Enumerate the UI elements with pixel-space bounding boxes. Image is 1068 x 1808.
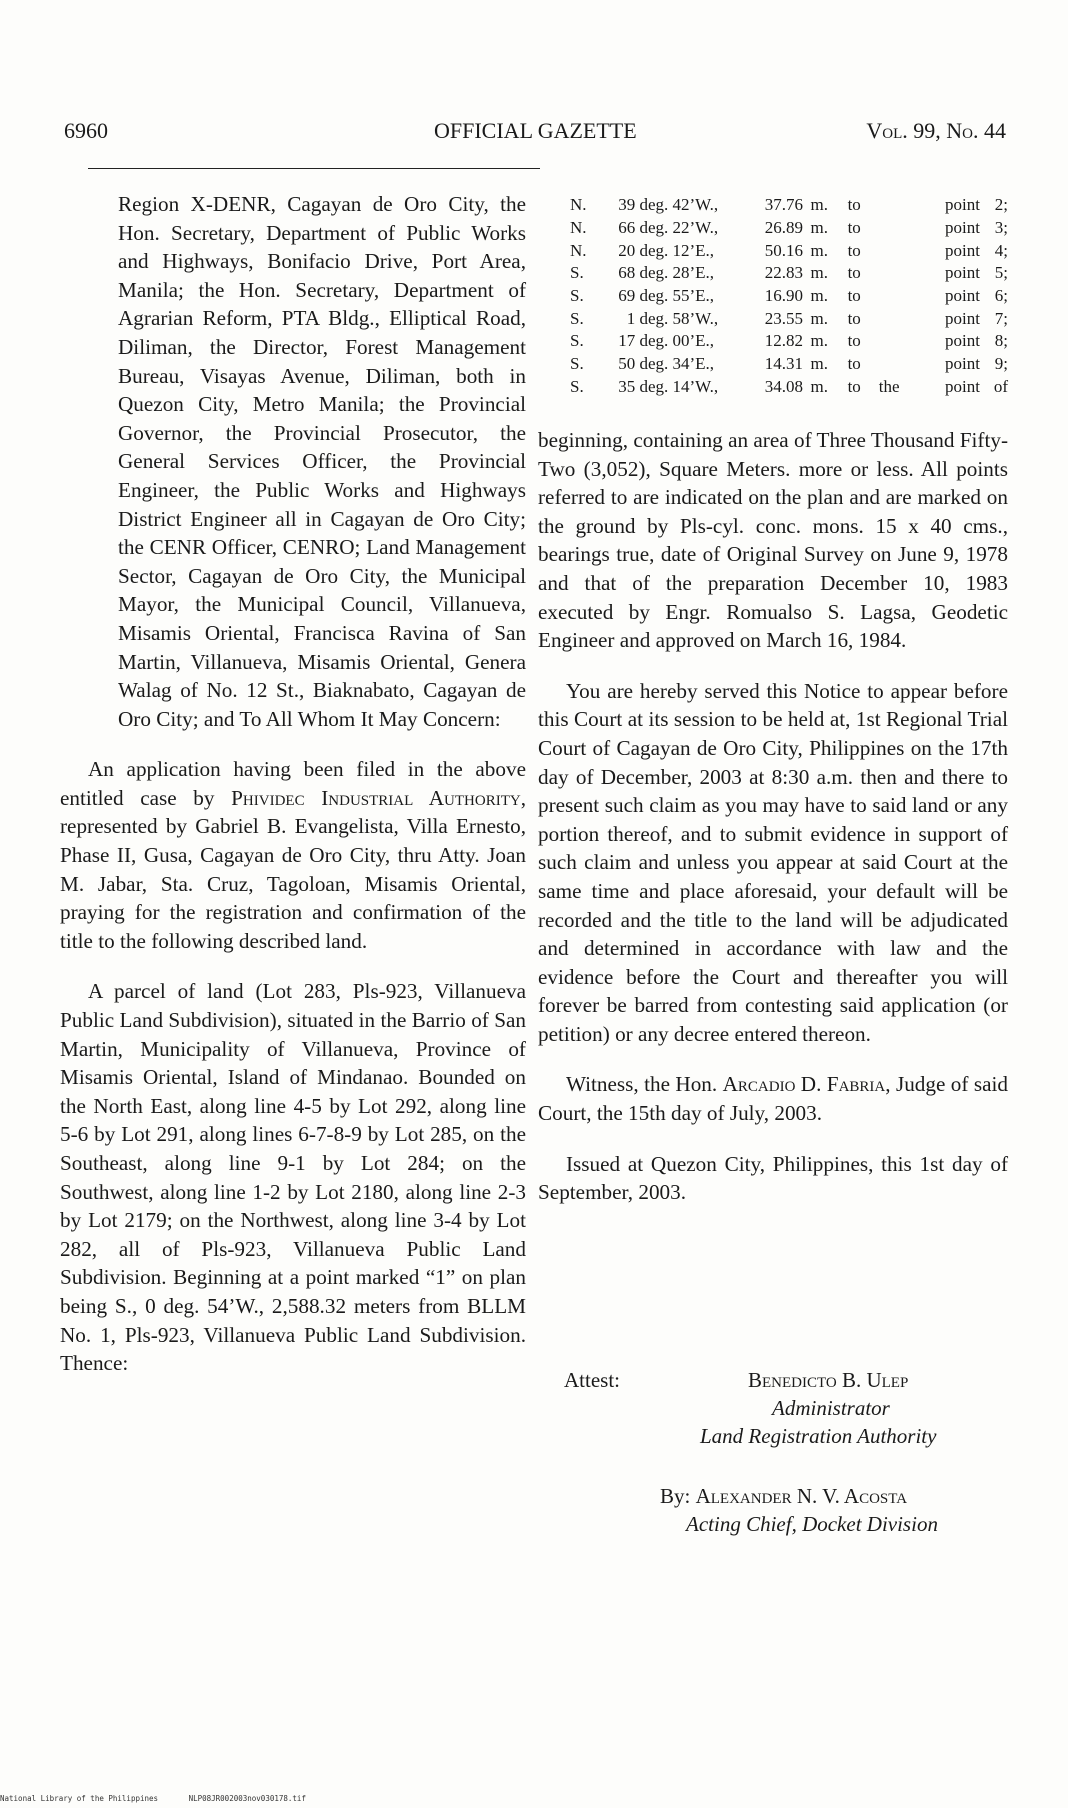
bearing-degrees: 39 (618, 195, 636, 215)
application-paragraph (60, 755, 526, 955)
bearing-direction: S. (570, 263, 584, 283)
bearing-point-number: 2; (994, 195, 1008, 215)
bearing-row (570, 262, 1008, 285)
publication-title: OFFICIAL GAZETTE (434, 118, 637, 143)
bearing-row (570, 307, 1008, 330)
bearing-minutes: 14’W., (672, 376, 719, 396)
bearing-degrees: 17 (618, 331, 636, 351)
applicant-name: Phividec Industrial Authority (231, 785, 521, 810)
bearing-distance: 23.55 (764, 308, 803, 328)
bearing-to: to (847, 331, 861, 351)
bearing-point-number: 6; (994, 286, 1008, 306)
left-column (60, 190, 526, 1400)
footer-library: National Library of the Philippines (0, 1794, 159, 1803)
beginning-paragraph: beginning, containing an area of Three Thousand Fifty-Two (3,052), Square Meters. more or less. All points referred to are indicated on the plan and are marked on the ground by Pls-cyl. conc. mons. 15 x 40 cms., bearings true, date of Original Survey on June 9, 1978 and that of the preparation December 10, 1983 executed by Engr. Romualso S. Lagsa, Geodetic Engineer and approved on March 16, 1984. (538, 428, 1008, 653)
right-column (538, 426, 1008, 1229)
witness-text-pre: Witness, the Hon. (566, 1072, 723, 1097)
bearing-point: point (945, 354, 980, 374)
bearing-point-number: 7; (994, 308, 1008, 328)
witness-text-post: , Judge of said Court, the 15th day of July, 2003. (538, 1072, 1008, 1126)
bearing-direction: S. (570, 308, 584, 328)
by-title: Acting Chief, Docket Division (686, 1512, 938, 1536)
signatory-name: Benedicto B. Ulep (748, 1368, 909, 1392)
bearing-deg-unit: deg. (639, 354, 669, 374)
addressees-paragraph: Region X-DENR, Cagayan de Oro City, the Hon. Secretary, Department of Public Works and Highways, Bonifacio Drive, Port Area, Manila; the Hon. Secretary, Department of Agrarian Reform, PTA Bldg., Elliptical Road, Diliman, the Director, Forest Management Bureau, Visayas Avenue, Diliman, both in Quezon City, Metro Manila; the Provincial Governor, the Provincial Prosecutor, the General Services Officer, the Provincial Engineer, the Public Works and Highways District Engineer all in Cagayan de Oro City; the CENR Officer, CENRO; Land Management Sector, Cagayan de Oro City, the Municipal Mayor, the Municipal Council, Villanueva, Misamis Oriental, Francisca Ravina of San Martin, Villanueva, Misamis Oriental, Genera Walag of No. 12 St., Biaknabato, Cagayan de Oro City; and To All Whom It May Concern: (118, 192, 526, 731)
bearing-row (570, 285, 1008, 308)
bearing-degrees: 69 (618, 286, 636, 306)
bearing-distance: 16.90 (764, 286, 803, 306)
bearing-point-number: 3; (994, 218, 1008, 238)
footer-file: NLP08JR002003nov030178.tif (188, 1794, 306, 1803)
bearing-point: point (945, 286, 980, 306)
bearing-the (873, 307, 906, 330)
bearing-meter-unit: m. (810, 331, 828, 351)
bearing-the (873, 262, 906, 285)
bearing-point: point (945, 240, 980, 260)
parcel-paragraph: A parcel of land (Lot 283, Pls-923, Villanueva Public Land Subdivision), situated in the Barrio of San Martin, Municipality of Villanueva, Province of Misamis Oriental, Island of Mindanao. Bounded on the North East, along line 4-5 by Lot 292, along line 5-6 by Lot 291, along lines 6-7-8-9 by Lot 285, on the Southeast, along line 9-1 by Lot 284; on the Southwest, along line 1-2 by Lot 2180, along line 2-3 by Lot 2179; on the Northwest, along line 3-4 by Lot 282, all of Pls-923, Villanueva Public Land Subdivision. Beginning at a point marked “1” on plan being S., 0 deg. 54’W., 2,588.32 meters from BLLM No. 1, Pls-923, Villanueva Public Land Subdivision. Thence: (60, 979, 526, 1376)
judge-name: Arcadio D. Fabria (722, 1072, 886, 1097)
page-header (64, 118, 1006, 152)
bearing-distance: 22.83 (764, 263, 803, 283)
bearing-deg-unit: deg. (639, 240, 669, 260)
bearing-row (570, 330, 1008, 353)
bearing-row (570, 239, 1008, 262)
bearing-row (570, 376, 1008, 399)
bearing-point-number: 4; (994, 240, 1008, 260)
bearing-direction: S. (570, 354, 584, 374)
by-line (660, 1482, 938, 1510)
bearing-point: point (945, 376, 980, 396)
witness-paragraph (538, 1070, 1008, 1127)
bearing-the: the (878, 376, 900, 396)
bearing-minutes: 28’E., (672, 263, 715, 283)
bearing-deg-unit: deg. (639, 263, 669, 283)
bearing-the (873, 285, 906, 308)
bearing-to: to (847, 308, 861, 328)
bearing-minutes: 12’E., (672, 240, 715, 260)
bearing-direction: N. (570, 218, 587, 238)
bearing-to: to (847, 240, 861, 260)
bearing-distance: 34.08 (764, 376, 803, 396)
bearing-point: point (945, 331, 980, 351)
bearing-point: point (945, 218, 980, 238)
notice-paragraph: You are hereby served this Notice to appear before this Court at its session to be held at, 1st Regional Trial Court of Cagayan de Oro City, Philippines on the 17th day of December, 2003 at 8:30 a.m. then and there to present such claim as you may have to said land or any portion thereof, and to submit evidence in support of such claim and unless you appear at said Court at the same time and place aforesaid, your default will be recorded and the title to the land will be adjudicated and determined in accordance with law and the evidence before the Court and thereafter you will forever be barred from contesting said application (or petition) or any decree entered thereon. (538, 678, 1008, 1046)
bearing-meter-unit: m. (810, 354, 828, 374)
bearing-to: to (847, 218, 861, 238)
scan-footer (0, 1794, 332, 1803)
bearing-to: to (847, 286, 861, 306)
bearing-the (873, 353, 906, 376)
bearing-direction: S. (570, 286, 584, 306)
signatory-org: Land Registration Authority (700, 1424, 937, 1448)
attest-label: Attest: (564, 1368, 620, 1392)
bearing-point-number: 5; (994, 263, 1008, 283)
bearing-direction: S. (570, 331, 584, 351)
bearing-meter-unit: m. (810, 376, 828, 396)
bearing-to: to (847, 376, 861, 396)
bearing-degrees: 1 (626, 308, 636, 328)
bearing-point: point (945, 308, 980, 328)
bearing-row (570, 353, 1008, 376)
bearing-deg-unit: deg. (639, 218, 669, 238)
bearing-the (873, 330, 906, 353)
bearing-degrees: 20 (618, 240, 636, 260)
bearing-meter-unit: m. (810, 195, 828, 215)
bearing-distance: 26.89 (764, 218, 803, 238)
bearing-the (873, 239, 906, 262)
bearing-row (570, 194, 1008, 217)
bearing-deg-unit: deg. (639, 286, 669, 306)
bearing-minutes: 34’E., (672, 354, 715, 374)
application-text-post: , represented by Gabriel B. Evangelista, Villa Ernesto, Phase II, Gusa, Cagayan de Oro City, thru Atty. Joan M. Jabar, Sta. Cruz, Tagoloan, Misamis Oriental, praying for the registration and confirmation of the title to the following described land. (60, 785, 527, 953)
volume-number: Vol. 99, No. 44 (866, 118, 1006, 143)
bearing-direction: N. (570, 240, 587, 260)
by-label: By: (660, 1484, 691, 1508)
bearing-meter-unit: m. (810, 263, 828, 283)
bearing-point-number: 8; (994, 331, 1008, 351)
bearing-minutes: 55’E., (672, 286, 715, 306)
bearing-minutes: 42’W., (672, 195, 719, 215)
bearing-distance: 12.82 (764, 331, 803, 351)
bearing-degrees: 50 (618, 354, 636, 374)
bearing-distance: 37.76 (764, 195, 803, 215)
bearing-degrees: 68 (618, 263, 636, 283)
bearing-meter-unit: m. (810, 286, 828, 306)
bearing-direction: S. (570, 376, 584, 396)
bearing-point-number: of (993, 376, 1008, 396)
bearing-deg-unit: deg. (639, 376, 669, 396)
bearing-minutes: 58’W., (672, 308, 719, 328)
bearings-table (570, 194, 1008, 398)
bearing-to: to (847, 195, 861, 215)
by-name: Alexander N. V. Acosta (695, 1484, 908, 1508)
bearing-meter-unit: m. (810, 218, 828, 238)
bearing-row (570, 217, 1008, 240)
bearing-degrees: 66 (618, 218, 636, 238)
by-block (660, 1482, 938, 1538)
bearing-the (873, 194, 906, 217)
bearing-the (873, 217, 906, 240)
bearing-minutes: 22’W., (672, 218, 719, 238)
bearing-minutes: 00’E., (672, 331, 715, 351)
bearing-to: to (847, 354, 861, 374)
bearing-point: point (945, 263, 980, 283)
bearing-meter-unit: m. (810, 308, 828, 328)
bearing-direction: N. (570, 195, 587, 215)
application-text-pre: An application having been filed in the above entitled case by (60, 757, 526, 810)
bearing-deg-unit: deg. (639, 331, 669, 351)
bearing-meter-unit: m. (810, 240, 828, 260)
issued-paragraph: Issued at Quezon City, Philippines, this 1st day of September, 2003. (538, 1151, 1008, 1205)
bearing-deg-unit: deg. (639, 308, 669, 328)
bearing-deg-unit: deg. (639, 195, 669, 215)
page-number: 6960 (64, 118, 108, 143)
header-rule (88, 168, 540, 169)
bearing-to: to (847, 263, 861, 283)
bearing-point-number: 9; (994, 354, 1008, 374)
bearing-point: point (945, 195, 980, 215)
signature-block (700, 1366, 937, 1450)
bearing-distance: 50.16 (764, 240, 803, 260)
bearing-distance: 14.31 (764, 354, 803, 374)
signatory-title: Administrator (772, 1396, 890, 1420)
bearing-degrees: 35 (618, 376, 636, 396)
